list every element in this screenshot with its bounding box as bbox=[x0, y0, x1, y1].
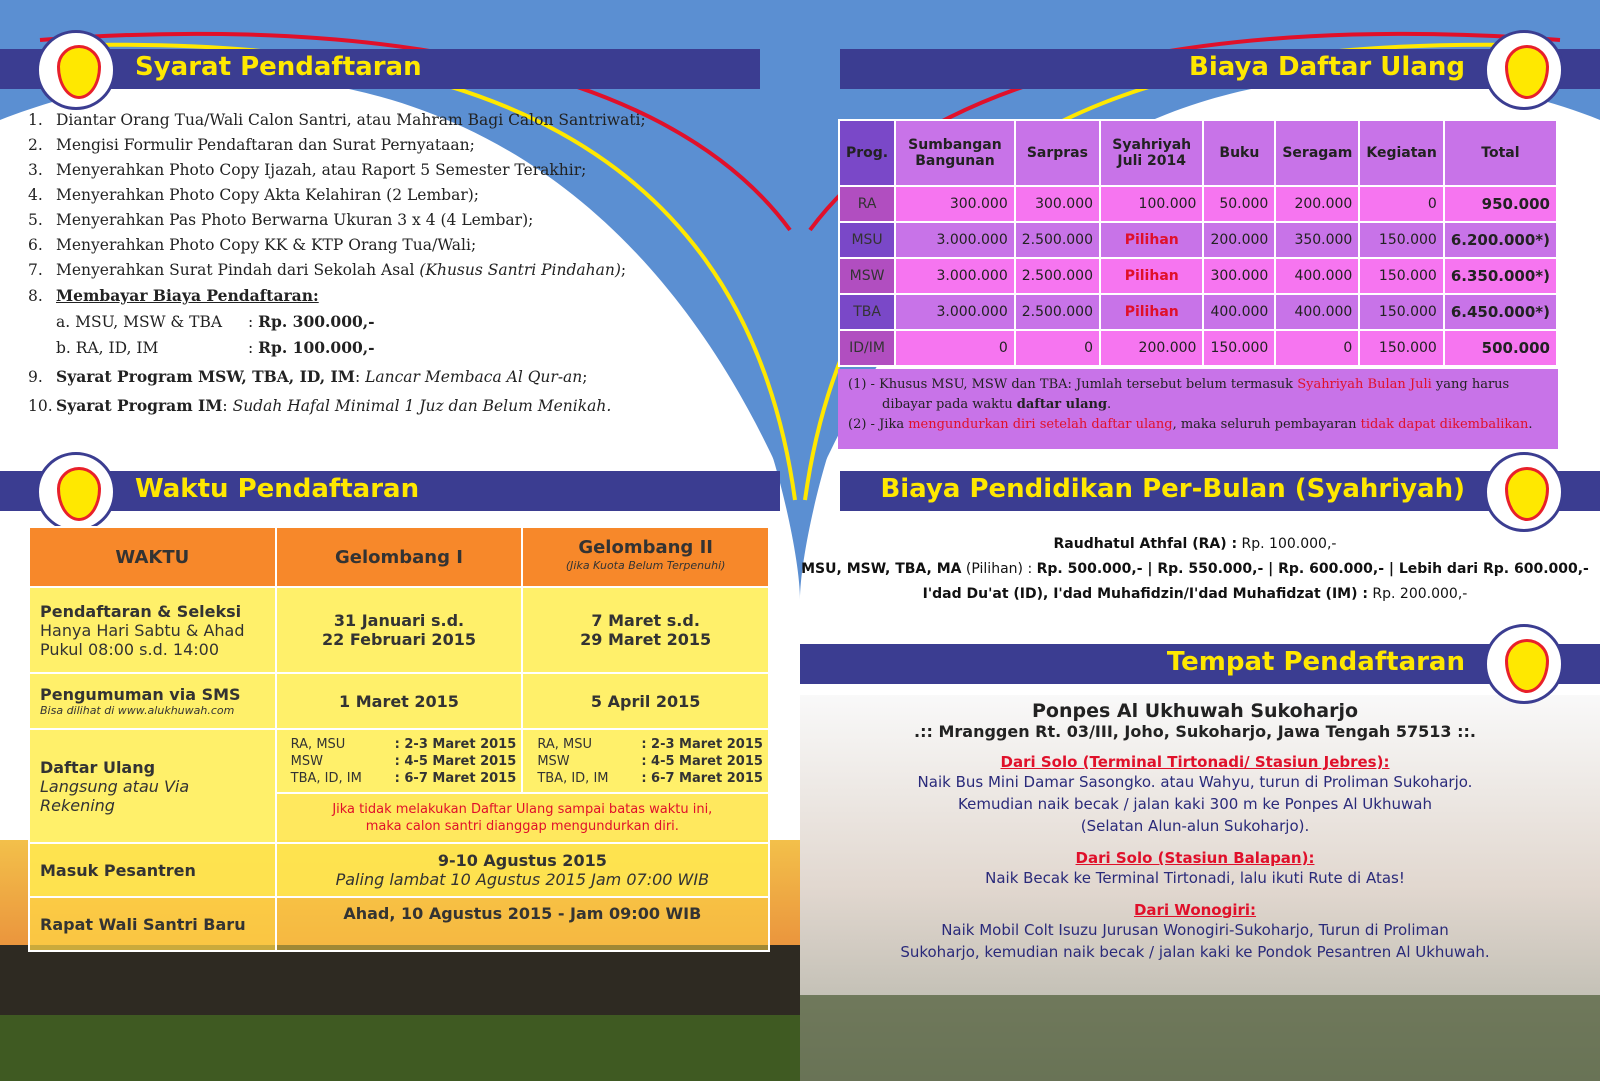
fee-cell: 2.500.000 bbox=[1015, 258, 1100, 294]
syahriyah-title: Biaya Pendidikan Per-Bulan (Syahriyah) bbox=[880, 474, 1465, 504]
syarat-logo bbox=[36, 30, 116, 110]
fee-cell: 50.000 bbox=[1203, 186, 1275, 222]
fee-cell: 0 bbox=[1015, 330, 1100, 366]
syahriyah-logo bbox=[1484, 452, 1564, 532]
fee-cell: 6.450.000*) bbox=[1444, 294, 1557, 330]
fee-cell: 200.000 bbox=[1203, 222, 1275, 258]
fee-row bbox=[839, 294, 1557, 330]
row-pengumuman-label: Pengumuman via SMS Bisa dilihat di www.alukhuwah.com bbox=[29, 673, 276, 729]
waktu-banner bbox=[0, 471, 780, 511]
syahriyah-ra: Raudhatul Athfal (RA) : Rp. 100.000,- bbox=[1053, 536, 1337, 552]
fee-header-row bbox=[839, 120, 1557, 186]
note-2: (2) - Jika mengundurkan diri setelah daftar ulang, maka seluruh pembayaran tidak dapat dikembalikan. bbox=[848, 417, 1533, 432]
fee-row bbox=[839, 186, 1557, 222]
fee-cell: 200.000 bbox=[1100, 330, 1203, 366]
waktu-header: WAKTU bbox=[29, 527, 276, 587]
pesantren-name: Ponpes Al Ukhuwah Sukoharjo bbox=[1031, 700, 1359, 722]
route-3-heading: Dari Wonogiri: bbox=[1133, 901, 1257, 919]
fee-cell: 6.350.000*) bbox=[1444, 258, 1557, 294]
fee-column-header: Buku bbox=[1203, 120, 1275, 186]
daftar-ulang-line: MSW : 4-5 Maret 2015 bbox=[537, 753, 763, 769]
syarat-item: 6. Menyerahkan Photo Copy KK & KTP Orang Tua/Wali; bbox=[28, 236, 477, 254]
fee-cell: 350.000 bbox=[1275, 222, 1359, 258]
tempat-title: Tempat Pendaftaran bbox=[1166, 647, 1465, 677]
row-pendaftaran-g1: 31 Januari s.d. 22 Februari 2015 bbox=[276, 587, 523, 673]
fee-row bbox=[839, 222, 1557, 258]
route-3-text: Naik Mobil Colt Isuzu Jurusan Wonogiri-Sukoharjo, Turun di Proliman Sukoharjo, kemudian naik becak / jalan kaki ke Pondok Pesantren Al Ukhuwah. bbox=[900, 921, 1490, 961]
fee-cell: 150.000 bbox=[1359, 258, 1443, 294]
fee-column-header: Sumbangan Bangunan bbox=[895, 120, 1015, 186]
fee-cell: MSU bbox=[839, 222, 895, 258]
fee-cell: Pilihan bbox=[1100, 258, 1203, 294]
fee-cell: 2.500.000 bbox=[1015, 222, 1100, 258]
fee-cell: 200.000 bbox=[1275, 186, 1359, 222]
note-1: (1) - Khusus MSU, MSW dan TBA: Jumlah tersebut belum termasuk Syahriyah Bulan Juli yang harus bbox=[848, 377, 1510, 392]
fee-cell: Pilihan bbox=[1100, 294, 1203, 330]
row-masuk-value: 9-10 Agustus 2015 Paling lambat 10 Agustus 2015 Jam 07:00 WIB bbox=[276, 843, 769, 897]
fee-row-b: b. RA, ID, IM : Rp. 100.000,- bbox=[56, 338, 375, 357]
fee-table bbox=[838, 119, 1558, 367]
route-1-text: Naik Bus Mini Damar Sasongko. atau Wahyu, turun di Proliman Sukoharjo. Kemudian naik becak / jalan kaki 300 m ke Ponpes Al Ukhuwah (Selatan Alun-alun Sukoharjo). bbox=[917, 773, 1473, 835]
syahriyah-id: I'dad Du'at (ID), I'dad Muhafidzin/I'dad Muhafidzat (IM) : Rp. 200.000,- bbox=[922, 586, 1468, 602]
fee-cell: 400.000 bbox=[1203, 294, 1275, 330]
syahriyah-info bbox=[800, 532, 1590, 607]
fee-cell: 300.000 bbox=[895, 186, 1015, 222]
row-pengumuman-g2: 5 April 2015 bbox=[522, 673, 769, 729]
biaya-title: Biaya Daftar Ulang bbox=[1189, 52, 1465, 82]
row-pengumuman-g1: 1 Maret 2015 bbox=[276, 673, 523, 729]
fee-column-header: Prog. bbox=[839, 120, 895, 186]
syarat-title: Syarat Pendaftaran bbox=[135, 52, 422, 82]
row-rapat-value: Ahad, 10 Agustus 2015 - Jam 09:00 WIB bbox=[276, 897, 769, 951]
daftar-ulang-line: RA, MSU : 2-3 Maret 2015 bbox=[537, 736, 763, 752]
syarat-item: 5. Menyerahkan Pas Photo Berwarna Ukuran 3 x 4 (4 Lembar); bbox=[28, 211, 534, 229]
route-2-heading: Dari Solo (Stasiun Balapan): bbox=[1075, 849, 1315, 867]
syarat-item: 7. Menyerahkan Surat Pindah dari Sekolah Asal (Khusus Santri Pindahan); bbox=[28, 261, 627, 279]
syarat-list: 1. Diantar Orang Tua/Wali Calon Santri, atau Mahram Bagi Calon Santriwati; 2. Mengisi Formulir Pendaftaran dan Surat Pernyataan; 3. Menyerahkan Photo Copy Ijazah, atau Raport 5 Semester Terakhir; 4. Menyerahkan Photo Copy Akta Kelahiran (2 Lembar); 5. Menyerahkan Pas Photo Berwarna Ukuran 3 x 4 (4 Lembar); 6. Menyerahkan Photo Copy KK & KTP Orang Tua/Wali; 7. Menyerahkan Surat Pindah dari Sekolah Asal (Khusus Santri Pindahan); 8. Membayar Biaya Pendaftaran: a. MSU, MSW & TBA : Rp. 300.000,- b. RA, ID, IM : Rp. 100.000,- 9. Syarat Program MSW, TBA, ID, IM: Lancar Membaca Al Qur-an; 10. Syarat Program IM: Sudah Hafal Minimal 1 Juz dan Belum Menikah. bbox=[28, 108, 668, 419]
row-rapat-label: Rapat Wali Santri Baru bbox=[29, 897, 276, 951]
item10: 10. Syarat Program IM: Sudah Hafal Minimal 1 Juz dan Belum Menikah. bbox=[28, 396, 612, 415]
daftar-ulang-warning: Jika tidak melakukan Daftar Ulang sampai batas waktu ini, maka calon santri dianggap mengundurkan diri. bbox=[276, 793, 769, 843]
daftar-ulang-line: MSW : 4-5 Maret 2015 bbox=[290, 753, 517, 769]
syarat-item: 1. Diantar Orang Tua/Wali Calon Santri, atau Mahram Bagi Calon Santriwati; bbox=[28, 111, 646, 129]
fee-cell: 300.000 bbox=[1203, 258, 1275, 294]
leaf-logo-icon bbox=[1505, 639, 1549, 693]
fee-row-a: a. MSU, MSW & TBA : Rp. 300.000,- bbox=[56, 312, 375, 331]
waktu-title: Waktu Pendaftaran bbox=[135, 474, 420, 504]
note-1-cont: dibayar pada waktu daftar ulang. bbox=[882, 397, 1112, 412]
fee-row bbox=[839, 258, 1557, 294]
daftar-ulang-line: TBA, ID, IM : 6-7 Maret 2015 bbox=[537, 770, 763, 786]
gelombang-1-header: Gelombang I bbox=[276, 527, 523, 587]
syahriyah-msu: MSU, MSW, TBA, MA (Pilihan) : Rp. 500.000,- | Rp. 550.000,- | Rp. 600.000,- | Lebih dari Rp. 600.000,- bbox=[801, 561, 1589, 577]
syarat-item: 3. Menyerahkan Photo Copy Ijazah, atau Raport 5 Semester Terakhir; bbox=[28, 161, 587, 179]
syarat-item: 4. Menyerahkan Photo Copy Akta Kelahiran (2 Lembar); bbox=[28, 186, 480, 204]
leaf-logo-icon bbox=[1505, 45, 1549, 99]
leaf-logo-icon bbox=[1505, 467, 1549, 521]
route-1-heading: Dari Solo (Terminal Tirtonadi/ Stasiun Jebres): bbox=[1000, 753, 1390, 771]
fee-cell: 0 bbox=[1359, 186, 1443, 222]
pesantren-address: .:: Mranggen Rt. 03/III, Joho, Sukoharjo, Jawa Tengah 57513 ::. bbox=[914, 722, 1476, 741]
fee-cell: MSW bbox=[839, 258, 895, 294]
fee-column-header: Syahriyah Juli 2014 bbox=[1100, 120, 1203, 186]
fee-column-header: Sarpras bbox=[1015, 120, 1100, 186]
fee-cell: 6.200.000*) bbox=[1444, 222, 1557, 258]
fee-cell: 3.000.000 bbox=[895, 258, 1015, 294]
biaya-logo bbox=[1484, 30, 1564, 110]
tempat-banner bbox=[800, 644, 1600, 684]
fee-cell: 3.000.000 bbox=[895, 222, 1015, 258]
fee-column-header: Total bbox=[1444, 120, 1557, 186]
row-pendaftaran-label: Pendaftaran & Seleksi Hanya Hari Sabtu & Ahad Pukul 08:00 s.d. 14:00 bbox=[29, 587, 276, 673]
leaf-logo-icon bbox=[57, 45, 101, 99]
tempat-info bbox=[800, 700, 1590, 963]
fee-cell: 100.000 bbox=[1100, 186, 1203, 222]
syarat-item: 2. Mengisi Formulir Pendaftaran dan Surat Pernyataan; bbox=[28, 136, 475, 154]
fee-cell: 0 bbox=[895, 330, 1015, 366]
fee-cell: 0 bbox=[1275, 330, 1359, 366]
daftar-ulang-g2 bbox=[522, 729, 769, 793]
daftar-ulang-g1 bbox=[276, 729, 523, 793]
daftar-ulang-line: TBA, ID, IM : 6-7 Maret 2015 bbox=[290, 770, 517, 786]
waktu-logo bbox=[36, 452, 116, 532]
fee-cell: 150.000 bbox=[1203, 330, 1275, 366]
fee-cell: 150.000 bbox=[1359, 294, 1443, 330]
fee-cell: 300.000 bbox=[1015, 186, 1100, 222]
waktu-table bbox=[28, 526, 770, 952]
row-masuk-label: Masuk Pesantren bbox=[29, 843, 276, 897]
fee-row bbox=[839, 330, 1557, 366]
tempat-logo bbox=[1484, 624, 1564, 704]
fee-cell: ID/IM bbox=[839, 330, 895, 366]
fee-cell: RA bbox=[839, 186, 895, 222]
fee-cell: 3.000.000 bbox=[895, 294, 1015, 330]
route-2-text: Naik Becak ke Terminal Tirtonadi, lalu ikuti Rute di Atas! bbox=[985, 869, 1405, 887]
fee-cell: 150.000 bbox=[1359, 222, 1443, 258]
fee-column-header: Seragam bbox=[1275, 120, 1359, 186]
item8-title: Membayar Biaya Pendaftaran: bbox=[56, 286, 319, 305]
row-daftar-ulang-label: Daftar Ulang Langsung atau Via Rekening bbox=[29, 729, 276, 843]
fee-notes bbox=[838, 369, 1558, 449]
fee-cell: TBA bbox=[839, 294, 895, 330]
row-pendaftaran-g2: 7 Maret s.d. 29 Maret 2015 bbox=[522, 587, 769, 673]
leaf-logo-icon bbox=[57, 467, 101, 521]
daftar-ulang-line: RA, MSU : 2-3 Maret 2015 bbox=[290, 736, 517, 752]
fee-cell: 500.000 bbox=[1444, 330, 1557, 366]
fee-cell: 950.000 bbox=[1444, 186, 1557, 222]
item9: 9. Syarat Program MSW, TBA, ID, IM: Lancar Membaca Al Qur-an; bbox=[28, 367, 588, 386]
fee-cell: Pilihan bbox=[1100, 222, 1203, 258]
fee-cell: 400.000 bbox=[1275, 294, 1359, 330]
gelombang-2-header: Gelombang II (Jika Kuota Belum Terpenuhi) bbox=[522, 527, 769, 587]
fee-cell: 400.000 bbox=[1275, 258, 1359, 294]
fee-cell: 2.500.000 bbox=[1015, 294, 1100, 330]
fee-cell: 150.000 bbox=[1359, 330, 1443, 366]
fee-column-header: Kegiatan bbox=[1359, 120, 1443, 186]
